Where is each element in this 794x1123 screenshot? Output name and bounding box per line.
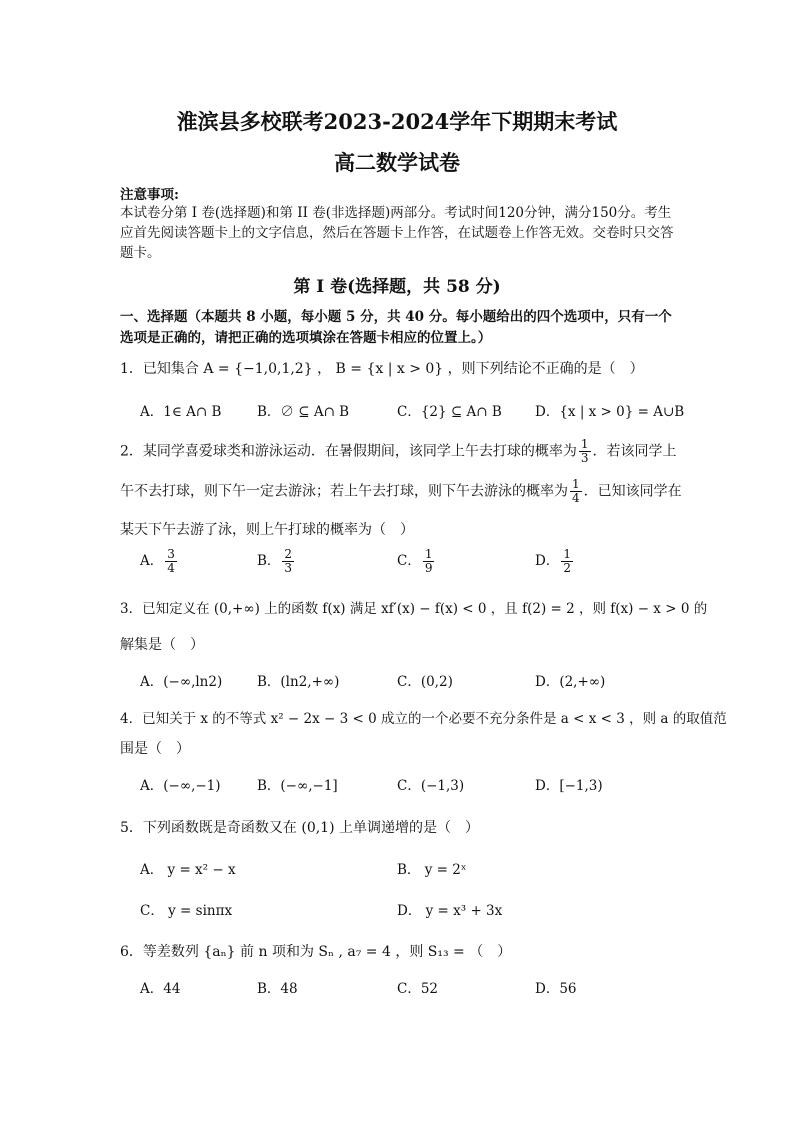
- q4-option-a: A．(−∞,−1): [140, 778, 221, 794]
- q2-line3: 某天下午去游了泳，则上午打球的概率为（ ）: [120, 522, 414, 538]
- q5-option-d: D． y = x³ + 3x: [397, 903, 503, 919]
- q2-line1-text: 2．某同学喜爱球类和游泳运动．在暑假期间，该同学上午去打球的概率为: [120, 443, 577, 460]
- q3-line2: 解集是（ ）: [120, 637, 204, 653]
- q2-option-b-den: 3: [284, 561, 293, 575]
- q1-option-b: B．∅ ⊆ A∩ B: [257, 404, 350, 420]
- q5-stem: 5．下列函数既是奇函数又在 (0,1) 上单调递增的是（ ）: [120, 820, 479, 836]
- q2-option-c-num: 1: [424, 547, 433, 561]
- q4-option-d: D．[−1,3): [535, 778, 603, 794]
- exam-subtitle: 高二数学试卷: [334, 150, 460, 175]
- q6-option-a: A．44: [140, 981, 181, 997]
- q2-option-a-den: 4: [167, 561, 175, 575]
- q2-option-d: [535, 548, 575, 575]
- q2-fraction-2-den: 4: [572, 491, 580, 505]
- q2-option-c-fraction: [423, 548, 435, 575]
- q2-option-d-den: 2: [563, 561, 571, 575]
- q3-line1: 3．已知定义在 (0,+∞) 上的函数 f(x) 满足 xf′(x) − f(x) < 0 ，且 f(2) = 2 ，则 f(x) − x > 0 的: [120, 601, 708, 617]
- q2-fraction-1-den: 3: [580, 451, 589, 465]
- q2-fraction-2: [570, 478, 582, 505]
- q1-stem: 1．已知集合 A = {−1,0,1,2} ， B = {x | x > 0} ，则下列结论不正确的是（ ）: [120, 361, 644, 377]
- q5-option-c: C． y = sinπx: [140, 903, 233, 919]
- q2-line1: [120, 438, 677, 465]
- q2-fraction-1-num: 1: [580, 437, 589, 451]
- notes-body: 本试卷分第 I 卷(选择题)和第 II 卷(非选择题)两部分。考试时间120分钟，满分150分。考生应首先阅读答题卡上的文字信息，然后在答题卡上作答，在试题卷上作答无效。交卷时只交答题卡。: [120, 205, 674, 261]
- part1-heading: 第 I 卷(选择题，共 58 分): [293, 277, 501, 297]
- q3-option-a: A．(−∞,ln2): [140, 674, 223, 690]
- q2-option-d-fraction: [561, 548, 573, 575]
- q3-option-b: B．(ln2,+∞): [257, 674, 340, 690]
- q4-line2: 围是（ ）: [120, 741, 190, 757]
- q5-option-a: A． y = x² − x: [140, 862, 236, 878]
- q2-option-a-num: 3: [167, 547, 175, 561]
- q2-option-a-label: A．: [140, 553, 164, 569]
- q6-stem: 6．等差数列 {aₙ} 前 n 项和为 Sₙ , a₇ = 4 ，则 S₁₃ = （ ）: [120, 944, 512, 960]
- q6-option-b: B．48: [257, 981, 298, 997]
- q1-option-a: A．1∈ A∩ B: [140, 404, 222, 420]
- q6-option-d: D．56: [535, 981, 577, 997]
- q2-option-b: [257, 548, 296, 575]
- q2-fraction-2-num: 1: [572, 477, 580, 491]
- q2-option-c-den: 9: [424, 561, 433, 575]
- q6-option-c: C．52: [397, 981, 439, 997]
- q2-option-b-num: 2: [284, 547, 293, 561]
- q1-option-d: D．{x | x > 0} = A∪B: [535, 404, 685, 420]
- q2-option-b-label: B．: [257, 553, 281, 569]
- q5-option-b: B． y = 2ˣ: [397, 862, 467, 878]
- q2-option-c: [397, 548, 436, 575]
- q3-option-d: D．(2,+∞): [535, 674, 606, 690]
- q2-line2: [120, 478, 682, 505]
- q1-option-c: C．{2} ⊆ A∩ B: [397, 404, 502, 420]
- q2-line2-tail: ．已知该同学在: [583, 483, 682, 500]
- q3-option-c: C．(0,2): [397, 674, 453, 690]
- q2-line1-tail: ．若该同学上: [592, 443, 677, 460]
- q4-option-b: B．(−∞,−1]: [257, 778, 338, 794]
- section-instructions-line1: 一、选择题（本题共 8 小题，每小题 5 分，共 40 分。每小题给出的四个选项中，只有一个: [120, 309, 672, 325]
- q2-option-d-num: 1: [563, 547, 571, 561]
- q2-option-a: [140, 548, 179, 575]
- q2-option-b-fraction: [282, 548, 294, 575]
- q4-option-c: C．(−1,3): [397, 778, 465, 794]
- q2-line2-text: 午不去打球，则下午一定去游泳；若上午去打球，则下午去游泳的概率为: [120, 483, 568, 500]
- exam-title: 淮滨县多校联考2023-2024学年下期期末考试: [176, 109, 618, 134]
- q2-option-c-label: C．: [397, 553, 421, 569]
- notes-heading: 注意事项:: [120, 187, 179, 203]
- q4-line1: 4．已知关于 x 的不等式 x² − 2x − 3 < 0 成立的一个必要不充分条件是 a < x < 3 ，则 a 的取值范: [120, 711, 727, 727]
- q2-option-a-fraction: [165, 548, 177, 575]
- q2-fraction-1: [579, 438, 591, 465]
- section-instructions-line2: 选项是正确的，请把正确的选项填涂在答题卡相应的位置上。）: [120, 330, 492, 346]
- q2-option-d-label: D．: [535, 553, 560, 569]
